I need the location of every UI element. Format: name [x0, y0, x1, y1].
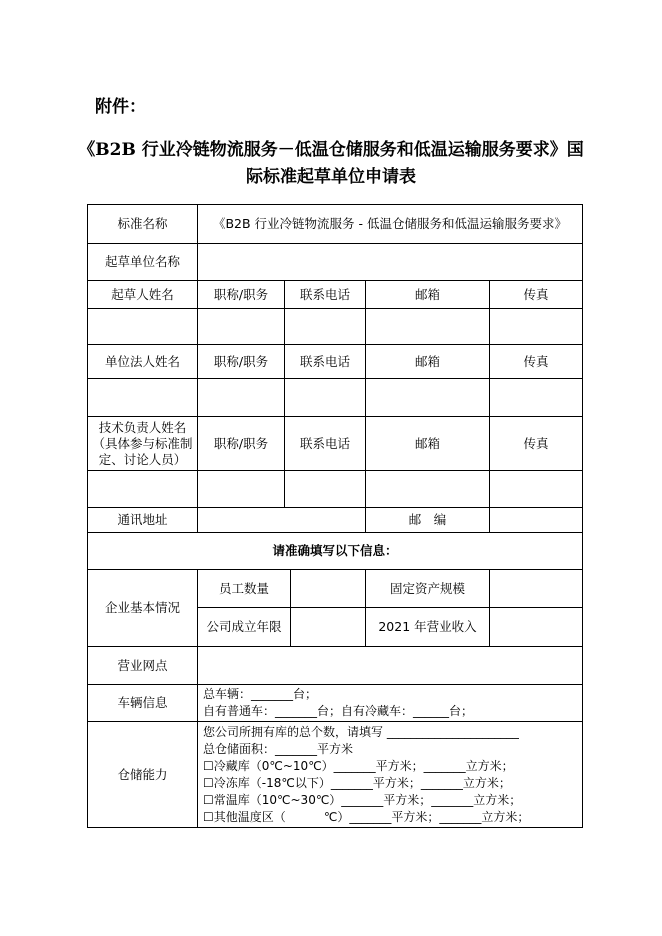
vehicle-line: 自有普通车：_______台；自有冷藏车：______台；: [203, 704, 474, 718]
storage-line-ambient-checkbox[interactable]: ☐常温库（10℃~30℃）_______平方米；_______立方米；: [203, 792, 522, 807]
tech-lead-title-field[interactable]: [197, 470, 285, 508]
storage-line-frozen-checkbox[interactable]: ☐冷冻库（-18℃以下）_______平方米；_______立方米；: [203, 775, 511, 790]
assets-field[interactable]: [489, 569, 583, 608]
basic-info-label: 企业基本情况: [87, 569, 198, 647]
vehicle-line: 总车辆：_______台；: [203, 687, 318, 701]
legal-rep-name-field[interactable]: [87, 378, 198, 417]
postcode-label: 邮 编: [365, 507, 490, 533]
legal-rep-fax-field[interactable]: [489, 378, 583, 417]
col-fax: 传真: [489, 280, 583, 309]
storage-line-other-checkbox[interactable]: ☐其他温度区（ ℃）_______平方米；_______立方米；: [203, 809, 530, 824]
tech-lead-name-field[interactable]: [87, 470, 198, 508]
assets-label: 固定资产规模: [365, 569, 490, 608]
tech-lead-fax-field[interactable]: [489, 470, 583, 508]
drafter-email-field[interactable]: [365, 308, 490, 345]
address-field[interactable]: [197, 507, 366, 533]
drafter-phone-field[interactable]: [284, 308, 366, 345]
storage-line: 您公司所拥有库的总个数，请填写 ______________________: [203, 724, 519, 739]
notice-heading: 请准确填写以下信息：: [87, 532, 583, 570]
col-email: 邮箱: [365, 416, 490, 471]
years-label: 公司成立年限: [197, 607, 291, 647]
col-title: 职称/职务: [197, 344, 285, 379]
outlets-field[interactable]: [197, 646, 583, 685]
storage-label: 仓储能力: [87, 721, 198, 828]
title-line-1: 《B2B 行业冷链物流服务－低温仓储服务和低温运输服务要求》国: [78, 140, 584, 160]
storage-info-cell[interactable]: [197, 721, 583, 828]
vehicle-label: 车辆信息: [87, 684, 198, 722]
drafting-unit-label: 起草单位名称: [87, 243, 198, 281]
years-field[interactable]: [290, 607, 366, 647]
legal-rep-email-field[interactable]: [365, 378, 490, 417]
col-phone: 联系电话: [284, 416, 366, 471]
col-title: 职称/职务: [197, 416, 285, 471]
vehicle-info-cell[interactable]: [197, 684, 583, 722]
attachment-label: 附件：: [95, 97, 146, 117]
legal-rep-phone-field[interactable]: [284, 378, 366, 417]
postcode-field[interactable]: [489, 507, 583, 533]
drafter-fax-field[interactable]: [489, 308, 583, 345]
col-fax: 传真: [489, 416, 583, 471]
col-email: 邮箱: [365, 280, 490, 309]
col-phone: 联系电话: [284, 344, 366, 379]
storage-line-chilled-checkbox[interactable]: ☐冷藏库（0℃~10℃）_______平方米；_______立方米；: [203, 758, 514, 773]
tech-lead-label: 技术负责人姓名（具体参与标准制定、讨论人员）: [87, 416, 198, 471]
employees-label: 员工数量: [197, 569, 291, 608]
legal-rep-title-field[interactable]: [197, 378, 285, 417]
col-fax: 传真: [489, 344, 583, 379]
drafter-label: 起草人姓名: [87, 280, 198, 309]
employees-field[interactable]: [290, 569, 366, 608]
standard-name-value: 《B2B 行业冷链物流服务 - 低温仓储服务和低温运输服务要求》: [197, 204, 583, 244]
col-phone: 联系电话: [284, 280, 366, 309]
legal-rep-label: 单位法人姓名: [87, 344, 198, 379]
tech-lead-phone-field[interactable]: [284, 470, 366, 508]
col-email: 邮箱: [365, 344, 490, 379]
col-title: 职称/职务: [197, 280, 285, 309]
outlets-label: 营业网点: [87, 646, 198, 685]
revenue-field[interactable]: [489, 607, 583, 647]
storage-line: 总仓储面积：_______平方米: [203, 741, 354, 756]
address-label: 通讯地址: [87, 507, 198, 533]
drafting-unit-field[interactable]: [197, 243, 583, 281]
drafter-name-field[interactable]: [87, 308, 198, 345]
standard-name-label: 标准名称: [87, 204, 198, 244]
drafter-title-field[interactable]: [197, 308, 285, 345]
tech-lead-email-field[interactable]: [365, 470, 490, 508]
revenue-label: 2021 年营业收入: [365, 607, 490, 647]
title-line-2: 际标准起草单位申请表: [246, 167, 416, 187]
